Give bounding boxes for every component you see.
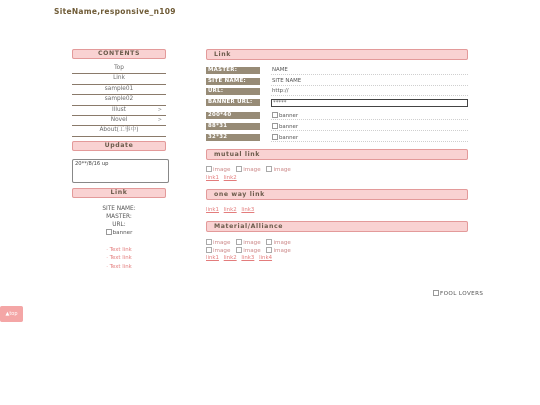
material-image[interactable] [236,240,260,246]
mutual-links [206,175,240,181]
image-alt-text: image [273,248,291,254]
mutual-link[interactable]: link2 [223,175,237,181]
sidebar-item-label: sample01 [104,85,134,92]
material-link[interactable]: link1 [206,255,219,261]
material-image[interactable] [266,240,290,246]
mutual-image-row [206,166,295,173]
banner-alt-text: banner [112,230,133,236]
sidebar-item-illust[interactable] [72,106,166,116]
image-alt-text: image [213,248,231,254]
broken-image-icon [236,239,242,245]
text-link[interactable]: · Text link [106,247,132,253]
image-alt-text: image [213,240,231,246]
info-value: NAME [271,67,468,75]
sidebar-link-heading: Link [72,188,166,198]
banner-url-field[interactable]: ***** [271,99,468,107]
sidebar-item-about[interactable] [72,126,166,136]
sidebar-item-top[interactable] [72,64,166,74]
broken-image-icon [272,112,278,118]
material-link[interactable]: link4 [259,255,273,261]
image-alt-text: image [273,167,291,173]
sidebar-menu [72,64,166,137]
sidebar-item-novel[interactable] [72,116,166,126]
sidebar-item-label: Link [113,75,125,82]
banner-image[interactable] [271,123,468,131]
mutual-link[interactable]: link1 [206,175,219,181]
one-way-link[interactable]: link2 [223,207,237,213]
link-info-master: MASTER: [106,214,132,220]
fool-lovers-alt-text: FOOL LOVERS [440,291,484,297]
image-alt-text: image [243,240,261,246]
broken-image-icon [206,247,212,253]
broken-image-icon [236,166,242,172]
mutual-image[interactable] [266,167,290,173]
sidebar-item-sample02[interactable] [72,95,166,105]
info-value: SITE NAME [271,78,468,86]
sidebar-item-label: About(工事中) [99,127,139,134]
main-link-heading: Link [206,49,468,60]
material-image[interactable] [206,248,230,254]
sidebar-item-label: sample02 [104,96,134,103]
one-way-link-heading: one way link [206,189,468,200]
broken-image-icon [266,247,272,253]
info-label: SITE NAME: [206,78,260,85]
image-alt-text: image [273,240,291,246]
banner-image[interactable] [271,134,468,142]
back-to-top-button[interactable]: ▲top [0,306,23,322]
update-heading: Update [72,141,166,151]
info-label: 200*40 [206,112,260,119]
image-alt-text: image [243,167,261,173]
material-image[interactable] [266,248,290,254]
material-image[interactable] [206,240,230,246]
mutual-image[interactable] [236,167,260,173]
link-info-site-name: SITE NAME: [102,206,136,212]
sidebar-item-link[interactable] [72,74,166,84]
sidebar-item-sample01[interactable] [72,85,166,95]
info-label: URL: [206,88,260,95]
site-title[interactable]: SiteName,responsive_n109 [54,7,176,16]
text-link[interactable]: · Text link [106,255,132,262]
banner-image[interactable] [72,229,166,237]
info-label: MASTER: [206,67,260,74]
material-image-row [206,247,295,254]
material-link[interactable]: link2 [223,255,237,261]
image-alt-text: image [213,167,231,173]
one-way-link[interactable]: link1 [206,207,219,213]
info-label: 32*32 [206,134,260,141]
info-value: http:// [271,88,468,96]
banner-alt-text: banner [279,113,299,119]
broken-image-icon [206,239,212,245]
chevron-right-icon: > [157,106,162,113]
broken-image-icon [106,229,112,235]
info-label: BANNER URL: [206,99,260,106]
broken-image-icon [266,166,272,172]
material-link[interactable]: link3 [241,255,255,261]
broken-image-icon [206,166,212,172]
broken-image-icon [236,247,242,253]
link-info-url: URL: [112,222,126,228]
banner-image[interactable] [271,112,468,120]
link-info-block [72,205,166,237]
update-textarea[interactable]: 20**/8/16 up [72,159,169,183]
info-label: 88*31 [206,123,260,130]
broken-image-icon [272,123,278,129]
broken-image-icon [433,290,439,296]
sidebar-item-label: Novel [110,116,128,123]
sidebar-item-label: Top [114,65,124,71]
one-way-links [206,207,257,213]
banner-alt-text: banner [279,124,299,130]
banner-alt-text: banner [279,135,299,141]
one-way-link[interactable]: link3 [241,207,255,213]
material-links [206,255,275,261]
mutual-link-heading: mutual link [206,149,468,160]
chevron-right-icon: > [157,116,162,123]
image-alt-text: image [243,248,261,254]
text-links [72,246,166,271]
contents-heading: CONTENTS [72,49,166,59]
fool-lovers-banner[interactable] [433,290,483,297]
material-image[interactable] [236,248,260,254]
broken-image-icon [266,239,272,245]
material-image-row [206,239,295,246]
text-link[interactable]: · Text link [106,263,132,270]
sidebar-item-label: Illust [112,106,126,113]
material-alliance-heading: Material/Alliance [206,221,468,232]
broken-image-icon [272,134,278,140]
mutual-image[interactable] [206,167,230,173]
